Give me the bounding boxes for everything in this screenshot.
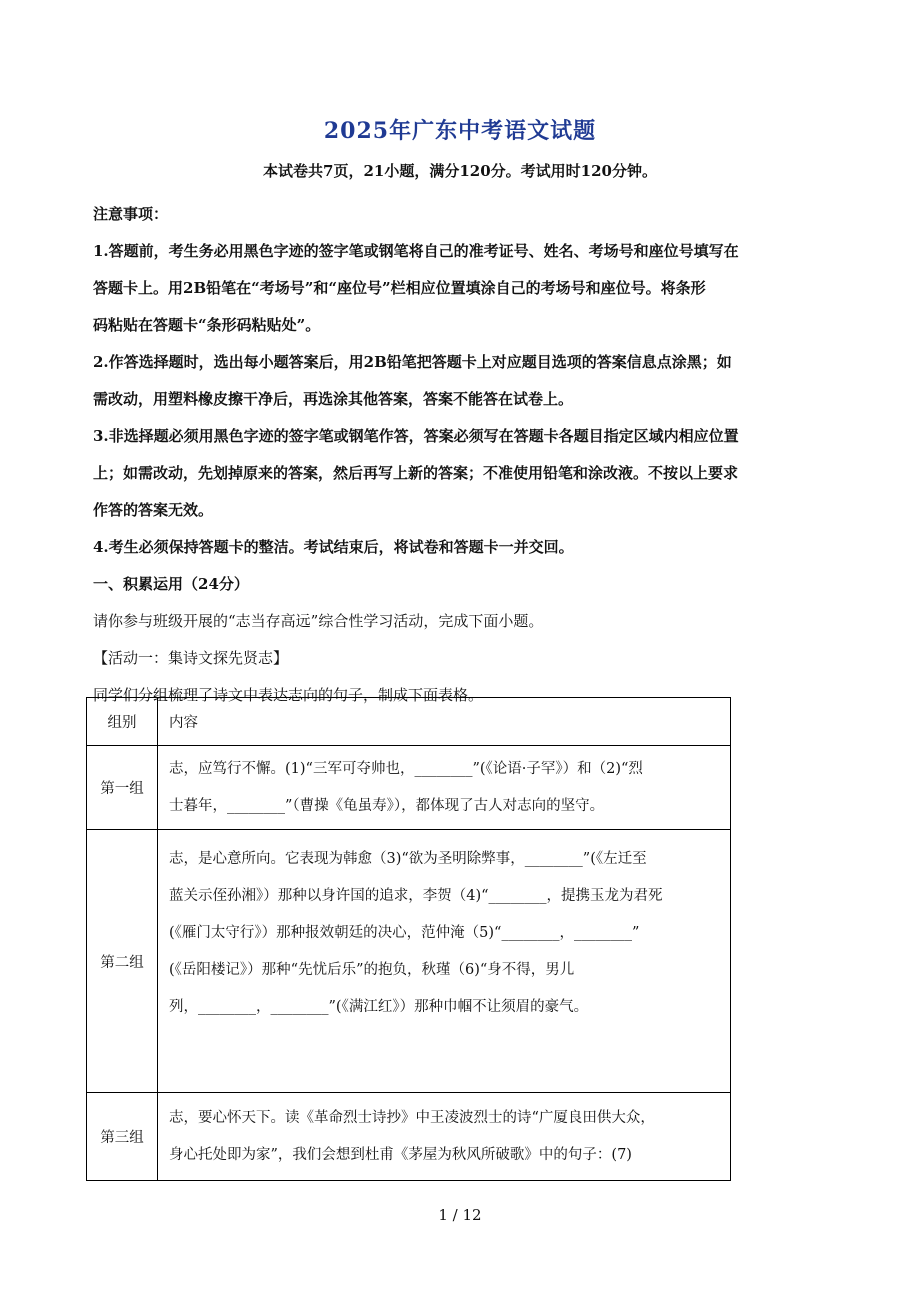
document-title: 2025年广东中考语文试题 <box>323 118 597 144</box>
activity-intro: 请你参与班级开展的“志当存高远”综合性学习活动，完成下面小题。 <box>93 612 544 630</box>
notice-line: 1.答题前，考生务必用黑色字迹的签字笔或钢笔将自己的准考证号、姓名、考场号和座位号填写在 <box>93 242 739 260</box>
notice-line: 答题卡上。用2B铅笔在“考场号”和“座位号”栏相应位置填涂自己的考场号和座位号。将条形 <box>93 279 706 297</box>
section-heading: 一、积累运用（24分） <box>93 575 249 593</box>
table-intro: 同学们分组梳理了诗文中表达志向的句子，制成下面表格。 <box>93 686 484 704</box>
table-row <box>87 746 731 830</box>
content-line: (《岳阳楼记》）那种“先忧后乐”的抱负，秋瑾（6)“身不得，男儿 <box>169 962 575 978</box>
notice-line: 码粘贴在答题卡“条形码粘贴处”。 <box>93 316 321 334</box>
notice-line: 4.考生必须保持答题卡的整洁。考试结束后，将试卷和答题卡一并交回。 <box>93 538 574 556</box>
table-row <box>87 830 731 1093</box>
table-row <box>87 1093 731 1181</box>
group-cell: 第三组 <box>87 1093 158 1181</box>
content-line: 蓝关示侄孙湘》）那种以身许国的追求，李贺（4)“________，提携玉龙为君死 <box>169 888 663 904</box>
notice-line: 作答的答案无效。 <box>93 501 214 519</box>
notice-heading: 注意事项： <box>93 205 169 223</box>
exam-info: 本试卷共7页，21小题，满分120分。考试用时120分钟。 <box>263 162 657 180</box>
page-number: 1 / 12 <box>438 1206 482 1224</box>
group-cell: 第二组 <box>87 830 158 1093</box>
content-line: 身心托处即为家”，我们会想到杜甫《茅屋为秋风所破歌》中的句子：(7) <box>169 1146 632 1163</box>
group-cell: 第一组 <box>87 746 158 830</box>
content-line: 列，________，________”(《满江红》）那种巾帼不让须眉的豪气。 <box>169 999 589 1015</box>
content-cell <box>158 830 731 1093</box>
activity-title: 【活动一：集诗文探先贤志】 <box>93 649 289 667</box>
notice-line: 上；如需改动，先划掉原来的答案，然后再写上新的答案；不准使用铅笔和涂改液。不按以上要求 <box>93 464 739 482</box>
content-line: 志，要心怀天下。读《革命烈士诗抄》中王凌波烈士的诗“广厦良田供大众， <box>169 1109 655 1126</box>
notes-section <box>93 196 825 714</box>
content-line: (《雁门太守行》）那种报效朝廷的决心，范仲淹（5)“________，________” <box>169 925 640 941</box>
notice-line: 需改动，用塑料橡皮擦干净后，再选涂其他答案，答案不能答在试卷上。 <box>93 390 574 408</box>
content-line: 志，是心意所向。它表现为韩愈（3)“欲为圣明除弊事，________”(《左迁至 <box>169 851 647 867</box>
content-line: 志，应笃行不懈。(1)“三军可夺帅也，________”(《论语·子罕》）和（2)“烈 <box>169 760 643 777</box>
aspiration-table <box>86 697 731 1181</box>
header-content: 内容 <box>158 698 731 746</box>
notice-line: 3.非选择题必须用黑色字迹的签字笔或钢笔作答，答案必须写在答题卡各题目指定区域内相应位置 <box>93 427 739 445</box>
header-group: 组别 <box>87 698 158 746</box>
content-cell <box>158 746 731 830</box>
content-line: 士暮年，________”（曹操《龟虽寿》），都体现了古人对志向的坚守。 <box>169 797 605 814</box>
table-header-row <box>87 698 731 746</box>
notice-line: 2.作答选择题时，选出每小题答案后，用2B铅笔把答题卡上对应题目选项的答案信息点涂黑；如 <box>93 353 732 371</box>
content-cell <box>158 1093 731 1181</box>
